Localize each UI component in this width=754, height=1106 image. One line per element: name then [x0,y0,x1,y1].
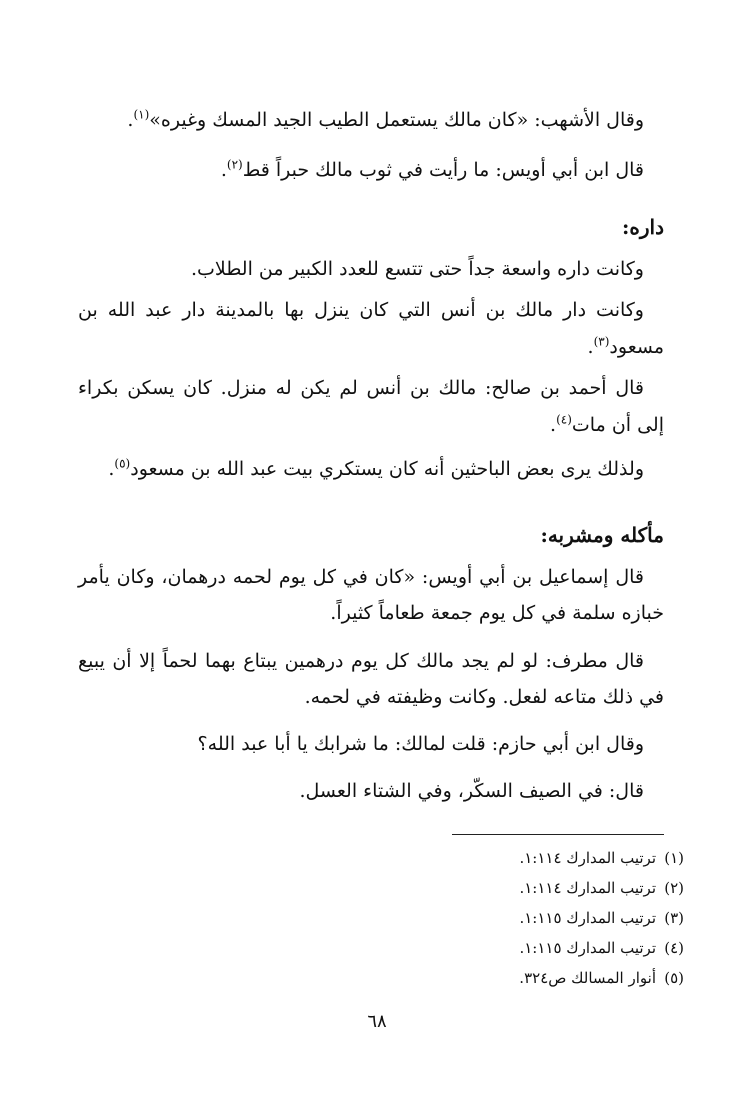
page-number: ٦٨ [367,1011,387,1032]
footnote-ref-5[interactable]: (٥) [114,456,131,471]
paragraph-dar-wide: وكانت داره واسعة جداً حتى تتسع للعدد الكبير من الطلاب. [190,258,644,280]
paragraph-ismail-line1: قال إسماعيل بن أبي أويس: «كان في كل يوم لحمه درهمان، وكان يأمر [78,566,644,588]
paragraph-dar-malik-line1: وكانت دار مالك بن أنس التي كان ينزل بها بالمدينة دار عبد الله بن [78,299,644,321]
paragraph-answer: قال: في الصيف السكّر، وفي الشتاء العسل. [299,780,644,802]
footnote-1 [519,847,684,869]
footnote-number: (٥) [664,969,684,987]
paragraph-ibn-abi-uways: قال ابن أبي أويس: ما رأيت في ثوب مالك حبراً قط$^{(٢)}$. [220,157,644,181]
paragraph-ashhab: وقال الأشهب: «كان مالك يستعمل الطيب الجيد المسك وغيره»$^{(١)}$. [127,107,644,131]
section-heading-dar: داره: [622,215,664,239]
paragraph-mutarrif-line2: في ذلك متاعه لفعل. وكانت وظيفته في لحمه. [304,686,664,708]
footnote-ref-3[interactable]: (٣) [593,334,610,349]
footnote-number: (١) [664,849,684,867]
section-heading-food: مأكله ومشربه: [540,523,664,547]
paragraph-mutarrif-line1: قال مطرف: لو لم يجد مالك كل يوم درهمين يبتاع بهما لحماً إلا أن يبيع [78,650,644,672]
footnote-5 [519,967,684,989]
footnote-text: ترتيب المدارك ١:١١٥. [519,909,656,927]
footnote-text: ترتيب المدارك ١:١١٥. [519,939,656,957]
footnote-number: (٢) [664,879,684,897]
footnote-divider [452,834,664,835]
footnote-number: (٤) [664,939,684,957]
footnote-number: (٣) [664,909,684,927]
paragraph-ismail-line2: خبازه سلمة في كل يوم جمعة طعاماً كثيراً. [330,602,664,624]
footnote-4 [519,937,684,959]
paragraph-ahmad-line1: قال أحمد بن صالح: مالك بن أنس لم يكن له منزل. كان يسكن بكراء [78,377,644,399]
footnote-ref-4[interactable]: (٤) [556,412,572,427]
footnote-3 [519,907,684,929]
paragraph-text: وقال الأشهب: «كان مالك يستعمل الطيب الجيد المسك وغيره» [149,109,644,131]
paragraph-ibn-abi-hazim: وقال ابن أبي حازم: قلت لمالك: ما شرابك يا أبا عبد الله؟ [197,733,644,755]
footnote-ref-1[interactable]: (١) [133,107,150,122]
footnote-text: أنوار المسالك ص٣٢٤. [519,969,656,987]
footnote-text: ترتيب المدارك ١:١١٤. [519,879,656,897]
footnote-2 [519,877,684,899]
paragraph-researchers: ولذلك يرى بعض الباحثين أنه كان يستكري بيت عبد الله بن مسعود$^{(٥)}$. [108,456,644,480]
paragraph-text: قال ابن أبي أويس: ما رأيت في ثوب مالك حبراً قط [242,159,644,181]
paragraph-dar-malik-line2: مسعود$^{(٣)}$. [587,334,664,358]
paragraph-ahmad-line2: إلى أن مات$^{(٤)}$. [550,412,664,436]
footnote-ref-2[interactable]: (٢) [226,157,243,172]
footnote-text: ترتيب المدارك ١:١١٤. [519,849,656,867]
